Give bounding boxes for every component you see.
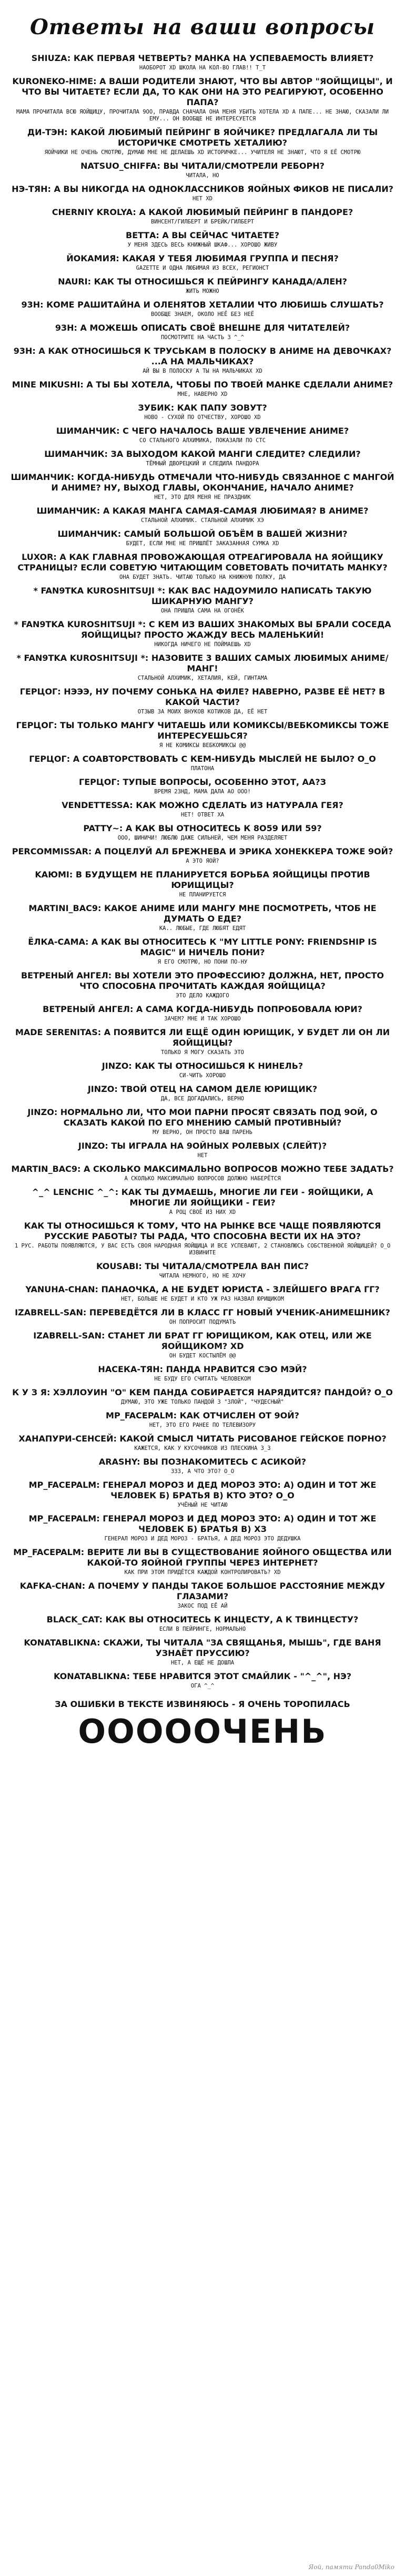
- answer: КА.. ЛЮБЫЕ, ГДЕ ЛЮБЯТ ЕДЯТ: [159, 925, 246, 932]
- question: PERCOMMISSAR: А ПОЦЕЛУЙ АЛ БРЕЖНЕВА И ЭРИКА ХОНЕККЕРА ТОЖЕ 9ОЙ?: [12, 846, 393, 856]
- answer: СТАЛЬНОЙ АЛХИМИК, ХЕТАЛИЯ, КЕЙ, ГИНТАМА: [137, 675, 268, 681]
- question: * FAN9TKA KUROSHITSUJI *: НАЗОВИТЕ 3 ВАШИХ САМЫХ ЛЮБИМЫХ АНИМЕ/МАНГ!: [16, 653, 389, 673]
- answer: НЕТ: [197, 1152, 208, 1159]
- answer: ЗАКОС ПОД ЕЁ АЙ: [177, 1603, 228, 1609]
- qa-item: [11, 653, 394, 682]
- answer: ОН ПОПРОСИТ ПОДУМАТЬ: [169, 1319, 236, 1325]
- qa-list: [11, 53, 394, 1690]
- qa-item: [11, 1410, 394, 1429]
- question: JINZO: НОРМАЛЬНО ЛИ, ЧТО МОИ ПАРНИ ПРОСЯТ СВЯЗАТЬ ПОД 9ОЙ, О СКАЗАТЬ КАКОЙ ПО ЕГО МНЕНИЮ САМЫЙ ПРОТИВНЫЙ?: [27, 1107, 378, 1128]
- question: IZABRELL-SAN: СТАНЕТ ЛИ БРАТ ГГ ЮРИЩИКОМ, КАК ОТЕЦ, ИЛИ ЖЕ ЯОЙЩИКОМ? XD: [33, 1331, 372, 1351]
- answer: СИ-ЧИТЬ ХОРОШО: [179, 1072, 226, 1079]
- question: KURONEKO-HIME: А ВАШИ РОДИТЕЛИ ЗНАЮТ, ЧТО ВЫ АВТОР "ЯОЙЩИЦЫ", И ЧТО ВЫ ЧИТАЕТЕ? ЕСЛИ ДА, ТО КАК ОНИ НА ЭТО РЕАГИРУЮТ, ОСОБЕННО ПАПА?: [12, 76, 393, 107]
- answer: ЧИТАЛА, НО: [186, 172, 219, 179]
- qa-item: [11, 449, 394, 467]
- question: KONATABLIKNA: СКАЖИ, ТЫ ЧИТАЛА "ЗА СВЯЩАНЬЯ, МЫШЬ", ГДЕ ВАНЯ УЗНАЁТ ПРУССИЮ?: [24, 1638, 381, 1658]
- answer: НЕТ, А ЕЩЁ НЕ ДОШЛА: [170, 1660, 235, 1666]
- qa-item: [11, 1141, 394, 1159]
- question: MP_FACEPALM: ГЕНЕРАЛ МОРОЗ И ДЕД МОРОЗ ЭТО: А) ОДИН И ТОТ ЖЕ ЧЕЛОВЕК Б) БРАТЬЯ В) ХЗ: [28, 1514, 377, 1534]
- qa-item: [11, 76, 394, 122]
- question: КАК ТЫ ОТНОСИШЬСЯ К ТОМУ, ЧТО НА РЫНКЕ ВСЕ ЧАЩЕ ПОЯВЛЯЮТСЯ РУССКИЕ РАБОТЫ? ТЫ РАДА, ЧТО СПОСОБНА ВЕСТИ ИХ НА ЭТО?: [24, 1221, 381, 1241]
- answer: У МЕНЯ ЗДЕСЬ ВЕСЬ КНИЖНЫЙ ШКАФ... ХОРОШО ЖИВУ: [127, 242, 278, 248]
- question: MP_FACEPALM: ГЕНЕРАЛ МОРОЗ И ДЕД МОРОЗ ЭТО: А) ОДИН И ТОТ ЖЕ ЧЕЛОВЕК Б) БРАТЬЯ В) КТО ЭТО? О_О: [28, 1480, 377, 1500]
- answer: ООО, ШИНИЧИ! ЛЮБЛЮ ДАЖЕ СИЛЬНЕЙ, ЧЕМ МЕНЯ РАЗДЕЛЯЕТ: [117, 835, 288, 841]
- answer: ЯОЙЧИКИ НЕ ОЧЕНЬ СМОТРЮ, ДУМАЮ МНЕ НЕ ДЕЛАЕШЬ XD ИСТОРИЧКЕ... УЧИТЕЛЯ НЕ ЗНАЮТ, ЧТО Я ЕЁ СМОТРЮ: [44, 149, 361, 156]
- question: KAЮMI: В БУДУЩЕМ НЕ ПЛАНИРУЕТСЯ БОРЬБА ЯОЙЩИЦЫ ПРОТИВ ЮРИЩИЦЫ?: [35, 870, 370, 890]
- answer: НОВО - СУХОЙ ПО ОТЧЕСТВУ, ХОРОШО XD: [144, 414, 261, 421]
- answer: НАОБОРОТ XD ШКОЛА НА КОЛ-ВО ГЛАВ!! Т_Т: [139, 65, 266, 71]
- question: ШИМАНЧИК: ЗА ВЫХОДОМ КАКОЙ МАНГИ СЛЕДИТЕ? СЛЕДИЛИ?: [44, 449, 361, 459]
- qa-item: [11, 1457, 394, 1475]
- answer: МНЕ, НАВЕРНО XD: [177, 391, 228, 397]
- answer: НЕТ, ЭТО ДЛЯ МЕНЯ НЕ ПРАЗДНИК: [154, 494, 251, 500]
- answer: ОТЗЫВ ЗА МОИХ ВНУКОВ КОТИКОВ ДА, ЕЁ НЕТ: [137, 709, 268, 715]
- qa-item: [11, 426, 394, 444]
- answer: КАЖЕТСЯ, КАК У КУСОЧНИКОВ ИЗ ПЛЕСКИНА 3_3: [134, 1445, 271, 1451]
- qa-item: [11, 823, 394, 842]
- qa-item: [11, 903, 394, 932]
- question: ГЕРЦОГ: А СОАВТОРСТВОВАТЬ С КЕМ-НИБУДЬ МЫСЛЕЙ НЕ БЫЛО? О_О: [29, 754, 376, 764]
- answer: Я НЕ КОМИКСЫ ВЕБКОМИКСЫ @@: [159, 742, 246, 749]
- qa-item: [11, 687, 394, 715]
- question: ^_^ LENCHIC ^_^: КАК ТЫ ДУМАЕШЬ, МНОГИЕ ЛИ ГЕИ - ЯОЙЩИКИ, А МНОГИЕ ЛИ ЯОЙЩИКИ - ГЕИ?: [32, 1187, 373, 1208]
- question: ДИ-ТЭН: КАКОЙ ЛЮБИМЫЙ ПЕЙРИНГ В ЯОЙЧИКЕ? ПРЕДЛАГАЛА ЛИ ТЫ ИСТОРИЧКЕ СМОТРЕТЬ ХЕТАЛИЮ?: [27, 127, 378, 148]
- question: НАСЕКА-ТЯН: ПАНДА НРАВИТСЯ СЭО МЭЙ?: [98, 1364, 307, 1374]
- answer: ДА, ВСЕ ДОГАДАЛИСЬ, ВЕРНО: [160, 1096, 245, 1102]
- question: ГЕРЦОГ: ТУПЫЕ ВОПРОСЫ, ОСОБЕННО ЭТОТ, АА?З: [79, 777, 326, 787]
- question: ШИМАНЧИК: КОГДА-НИБУДЬ ОТМЕЧАЛИ ЧТО-НИБУДЬ СВЯЗАННОЕ С МАНГОЙ И АНИМЕ? НУ, ВЫХОД ГЛАВЫ, ОКОНЧАНИЕ, НАЧАЛО АНИМЕ?: [11, 472, 394, 493]
- question: JINZO: ТВОЙ ОТЕЦ НА САМОМ ДЕЛЕ ЮРИЩИК?: [87, 1084, 318, 1094]
- answer: НЕТ! ОТВЕТ ХА: [180, 812, 225, 818]
- question: KONATABLIKNA: ТЕБЕ НРАВИТСЯ ЭТОТ СМАЙЛИК - "^_^", НЭ?: [53, 1671, 352, 1681]
- page: [11, 0, 394, 2576]
- answer: СТАЛЬНОЙ АЛХИМИК. СТАЛЬНОЙ АЛХИМИК ХЭ: [141, 517, 264, 524]
- answer: НИКОГДА НИЧЕГО НЕ ПОЙМАЕШЬ XD: [154, 641, 251, 648]
- qa-item: [11, 1307, 394, 1326]
- qa-item: [11, 970, 394, 999]
- qa-item: [11, 1004, 394, 1023]
- answer: ТОЛЬКО Я МОГУ СКАЗАТЬ ЭТО: [160, 1049, 245, 1056]
- answer: ТЁМНЫЙ ДВОРЕЦКИЙ И СЛЕДИЛА ПАНДОРА: [146, 461, 259, 467]
- answer: СО СТАЛЬНОГО АЛХИМИКА, ПОКАЗАЛИ ПО СТС: [139, 437, 266, 444]
- answer: ЭТО ДЕЛО КАЖДОГО: [176, 993, 229, 999]
- qa-item: [11, 937, 394, 966]
- qa-item: [11, 777, 394, 795]
- footer-note: ЗА ОШИБКИ В ТЕКСТЕ ИЗВИНЯЮСЬ - Я ОЧЕНЬ ТОРОПИЛАСЬ: [55, 1699, 350, 1709]
- question: MP_FACEPALM: ВЕРИТЕ ЛИ ВЫ В СУЩЕСТВОВАНИЕ ЯОЙНОГО ОБЩЕСТВА ИЛИ КАКОЙ-ТО ЯОЙНОЙ ГРУППЫ ЧЕРЕЗ ИНТЕРНЕТ?: [13, 1547, 392, 1568]
- answer: НЕ БУДУ ЕГО СЧИТАТЬ ЧЕЛОВЕКОМ: [154, 1376, 251, 1382]
- question: NAURI: КАК ТЫ ОТНОСИШЬСЯ К ПЕЙРИНГУ КАНАДА/АЛЕН?: [58, 277, 347, 287]
- question: ШИМАНЧИК: А КАКАЯ МАНГА САМАЯ-САМАЯ ЛЮБИМАЯ? В АНИМЕ?: [36, 506, 369, 516]
- qa-item: [11, 1387, 394, 1406]
- qa-item: [11, 586, 394, 615]
- qa-item: [11, 1107, 394, 1136]
- question: MINE MIKUSHI: А ТЫ БЫ ХОТЕЛА, ЧТОБЫ ПО ТВОЕЙ МАНКЕ СДЕЛАЛИ АНИМЕ?: [12, 380, 393, 390]
- qa-item: [11, 552, 394, 581]
- qa-item: [11, 1221, 394, 1256]
- answer: АЙ ВЫ В ПОЛОСКУ А ТЫ НА МАЛЬЧИКАХ XD: [143, 368, 262, 374]
- answer: ВРЕМЯ 23НД, МАМА ДАЛА АО ООО!: [154, 789, 251, 795]
- answer: ОН БУДЕТ КОСТЫЛЁМ @@: [169, 1353, 236, 1359]
- question: НЭ-ТЯН: А ВЫ НИКОГДА НА ОДНОКЛАССНИКОВ ЯОЙНЫХ ФИКОВ НЕ ПИСАЛИ?: [12, 184, 393, 194]
- answer: ОНА ПРИШЛА САМА НА ОГОНЁК: [160, 608, 245, 614]
- question: * FAN9TKA KUROSHITSUJI *: КАК ВАС НАДОУМИЛО НАПИСАТЬ ТАКУЮ ШИКАРНУЮ МАНГУ?: [33, 586, 372, 606]
- question: К У З Я: ХЭЛЛОУИН "О" КЕМ ПАНДА СОБИРАЕТСЯ НАРЯДИТСЯ? ПАНДОЙ? О_О: [12, 1387, 393, 1397]
- answer: 1 РУС. РАБОТЫ ПОЯВЛЯЮТСЯ, У ВАС ЕСТЬ СВОЯ НАРОДНАЯ ЯОЙЩИЦА И ВСЕ УСПЕВАЮТ, 2 СТАНОВЛЮСЬ СОБСТВЕННОЙ ЯОЙЩИЦЕЙ? О_О ИЗВИНИТЕ: [14, 1243, 391, 1256]
- qa-item: [11, 619, 394, 648]
- qa-item: [11, 403, 394, 421]
- answer: ЧИТАЛА НЕМНОГО, НО НЕ ХОЧУ: [159, 1273, 246, 1279]
- qa-item: [11, 529, 394, 547]
- qa-item: [11, 754, 394, 772]
- question: ВЕТТА: А ВЫ СЕЙЧАС ЧИТАЕТЕ?: [126, 230, 279, 240]
- footer-big-word: ОООООЧЕНЬ: [78, 1712, 327, 1751]
- answer: ОНА БУДЕТ ЗНАТЬ. ЧИТАЮ ТОЛЬКО НА КНИЖНУЮ ПОЛКУ, ДА: [119, 574, 286, 580]
- qa-item: [11, 1331, 394, 1359]
- question: ЗУБИК: КАК ПАПУ ЗОВУТ?: [138, 403, 267, 413]
- qa-item: [11, 1671, 394, 1690]
- qa-item: [11, 127, 394, 156]
- question: MADE SERENITAS: А ПОЯВИТСЯ ЛИ ЕЩЁ ОДИН ЮРИЩИК, У БУДЕТ ЛИ ОН ЛИ ЯОЙЩИЦЫ?: [15, 1027, 390, 1048]
- question: YANUHA-CHAN: ПАНАОЧКА, А НЕ БУДЕТ ЮРИСТА - ЗЛЕЙШЕГО ВРАГА ГГ?: [25, 1284, 380, 1294]
- qa-item: [11, 1284, 394, 1303]
- qa-item: [11, 506, 394, 524]
- answer: ЖИТЬ МОЖНО: [186, 288, 219, 294]
- question: ВЕТРЕНЫЙ АНГЕЛ: А САМА КОГДА-НИБУДЬ ПОПРОБОВАЛА ЮРИ?: [43, 1004, 362, 1014]
- question: ХАНАПУРИ-СЕНСЕЙ: КАКОЙ СМЫСЛ ЧИТАТЬ РИСОВАНОЕ ГЕЙСКОЕ ПОРНО?: [18, 1434, 387, 1444]
- qa-item: [11, 800, 394, 819]
- answer: КАК ПРИ ЭТОМ ПРИДЁТСЯ КАЖДОЙ КОНТРОЛИРОВАТЬ? XD: [124, 1569, 281, 1576]
- answer: ЗАЧЕМ? МНЕ И ТАК ХОРОШО: [164, 1016, 241, 1022]
- qa-item: [11, 472, 394, 501]
- question: ШИМАНЧИК: С ЧЕГО НАЧАЛОСЬ ВАШЕ УВЛЕЧЕНИЕ АНИМЕ?: [56, 426, 349, 436]
- qa-item: [11, 323, 394, 341]
- question: PATTY~: А КАК ВЫ ОТНОСИТЕСЬ К 8О59 ИЛИ 59?: [83, 823, 322, 833]
- qa-item: [11, 720, 394, 749]
- qa-item: [11, 1581, 394, 1610]
- qa-item: [11, 1364, 394, 1383]
- question: BLACK_CAT: КАК ВЫ ОТНОСИТЕСЬ К ИНЦЕСТУ, А К ТВИНЦЕСТУ?: [46, 1614, 359, 1624]
- qa-item: [11, 1084, 394, 1102]
- question: ГЕРЦОГ: ТЫ ТОЛЬКО МАНГУ ЧИТАЕШЬ ИЛИ КОМИКСЫ/ВЕБКОМИКСЫ ТОЖЕ ИНТЕРЕСУЕШЬСЯ?: [16, 720, 389, 741]
- answer: А ЭТО ЯОЙ?: [186, 858, 219, 864]
- question: KAFKA-CHAN: А ПОЧЕМУ У ПАНДЫ ТАКОЕ БОЛЬШОЕ РАССТОЯНИЕ МЕЖДУ ГЛАЗАМИ?: [19, 1581, 386, 1601]
- answer: МАМА ПРОЧИТАЛА ВСЮ ЯОЙЩИЦУ, ПРОЧИТАЛА 9ОО, ПРАВДА СНАЧАЛА ОНА МЕНЯ УБИТЬ ХОТЕЛА XD А ПАПЕ... НЕ ЗНАЮ, СКАЗАЛИ ЛИ ЕМУ... ОН ВООБЩЕ НЕ ИНТЕРЕСУЕТСЯ: [16, 109, 389, 122]
- question: LUXOR: А КАК ГЛАВНАЯ ПРОВОЖАЮЩАЯ ОТРЕАГИРОВАЛА НА ЯОЙЩИКУ СТРАНИЦЫ? ЕСЛИ СОВЕТУЮ ЧИТАЮЩИМ СОВЕТОВАТЬ ПОЧИТАТЬ МАНКУ?: [17, 552, 388, 573]
- qa-item: [11, 1261, 394, 1280]
- question: SHIUZA: КАК ПЕРВАЯ ЧЕТВЕРТЬ? МАНКА НА УСПЕВАЕМОСТЬ ВЛИЯЕТ?: [31, 53, 374, 63]
- qa-item: [11, 1514, 394, 1542]
- qa-item: [11, 161, 394, 179]
- qa-item: [11, 253, 394, 272]
- question: NATSUO_CHIFFA: ВЫ ЧИТАЛИ/СМОТРЕЛИ РЕБОРН?: [80, 161, 325, 171]
- answer: НЕТ, ЭТО ЕГО РАНЕЕ ПО ТЕЛЕВИЗОРУ: [149, 1422, 256, 1428]
- qa-item: [11, 300, 394, 318]
- answer: ВООБЩЕ ЗНАЕМ, ОКОЛО НЕЁ БЕЗ НЕЁ: [151, 311, 254, 318]
- answer: НЕ ПЛАНИРУЕТСЯ: [179, 892, 226, 898]
- qa-item: [11, 1480, 394, 1509]
- answer: МУ ВЕРНО, ОН ПРОСТО ВАШ ПАРЕНЬ: [153, 1129, 252, 1136]
- qa-item: [11, 380, 394, 398]
- qa-item: [11, 1614, 394, 1633]
- qa-item: [11, 277, 394, 295]
- answer: ЕСЛИ В ПЕЙРИНГЕ, НОРМАЛЬНО: [159, 1626, 246, 1632]
- question: IZABRELL-SAN: ПЕРЕВЕДЁТСЯ ЛИ В КЛАСС ГГ НОВЫЙ УЧЕНИК-АНИМЕШНИК?: [15, 1307, 390, 1317]
- answer: ВИНСЕНТ/ГИЛБЕРТ И БРЕЙК/ГИЛБЕРТ: [151, 219, 254, 225]
- qa-item: [11, 1547, 394, 1576]
- question: 93Н: А КАК ОТНОСИШЬСЯ К ТРУСЬКАМ В ПОЛОСКУ В АНИМЕ НА ДЕВОЧКАХ? ...А НА МАЛЬЧИКАХ?: [13, 346, 392, 366]
- answer: ПЛАТОНА: [190, 765, 215, 772]
- question: ЁЛКА-САМА: А КАК ВЫ ОТНОСИТЕСЬ К "MY LITTLE PONY: FRIENDSHIP IS MAGIC" И НИЧЕЛЬ ПОНИ?: [28, 937, 377, 957]
- answer: GAZETTE И ОДНА ЛЮБИМАЯ ИЗ ВСЕХ, РЕГИОНСТ: [136, 265, 269, 271]
- question: MP_FACEPALM: КАК ОТЧИСЛЕН ОТ 9ОЙ?: [106, 1410, 299, 1420]
- qa-item: [11, 230, 394, 249]
- qa-item: [11, 1638, 394, 1667]
- answer: ДУМАЮ, ЭТО УЖЕ ТОЛЬКО ПАНДОЙ 3 "ЗЛОЙ", "ЧУДЕСНЫЙ": [121, 1399, 284, 1405]
- answer: УЧЁНЫЙ НЕ ЧИТАЮ: [177, 1502, 228, 1508]
- page-title: Ответы на ваши вопросы: [29, 15, 376, 39]
- question: ЙОКАМИЯ: КАКАЯ У ТЕБЯ ЛЮБИМАЯ ГРУППА И ПЕСНЯ?: [66, 253, 339, 263]
- question: JINZO: КАК ТЫ ОТНОСИШЬСЯ К НИНЕЛЬ?: [102, 1061, 303, 1071]
- qa-item: [11, 846, 394, 865]
- question: * FAN9TKA KUROSHITSUJI *: С КЕМ ИЗ ВАШИХ ЗНАКОМЫХ ВЫ БРАЛИ СОСЕДА ЯОЙЩИЦЫ? ПРОСТО ЖАЖДУ ВЕСЬ МАЛЕНЬКИЙ!: [14, 619, 391, 640]
- answer: НЕТ XD: [193, 196, 212, 202]
- answer: 333, А ЧТО ЭТО? О_О: [170, 1468, 235, 1475]
- answer: НЕТ, БОЛЬШЕ НЕ БУДЕТ И КТО УЖ РАЗ НАЗВАЛ ЮРИЩИКОМ: [121, 1296, 284, 1302]
- answer: А РОЦ СВОЁ ИЗ НИХ XD: [169, 1209, 236, 1215]
- question: CHERNIY KROLYA: А КАКОЙ ЛЮБИМЫЙ ПЕЙРИНГ В ПАНДОРЕ?: [52, 207, 353, 217]
- question: JINZO: ТЫ ИГРАЛА НА 9ОЙНЫХ РОЛЕВЫХ (СЛЕЙТ)?: [78, 1141, 327, 1151]
- answer: БУДЕТ, ЕСЛИ МНЕ НЕ ПРИШЛЁТ ЗАКАЗАННАЯ СУМКА XD: [126, 540, 279, 547]
- question: ARASHY: ВЫ ПОЗНАКОМИТЕСЬ С АСИКОЙ?: [98, 1457, 307, 1467]
- qa-item: [11, 207, 394, 226]
- qa-item: [11, 1061, 394, 1079]
- answer: ПОСМОТРИТЕ НА ЧАСТЬ 3 ^_^: [160, 334, 245, 341]
- qa-item: [11, 1434, 394, 1452]
- question: 93Н: КОМЕ РАШИТАЙНА И ОЛЕНЯТОВ ХЕТАЛИИ ЧТО ЛЮБИШЬ СЛУШАТЬ?: [21, 300, 384, 310]
- question: KOUSABI: ТЫ ЧИТАЛА/СМОТРЕЛА ВАН ПИС?: [96, 1261, 309, 1271]
- qa-item: [11, 346, 394, 375]
- question: VENDETTESSA: КАК МОЖНО СДЕЛАТЬ ИЗ НАТУРАЛА ГЕЯ?: [62, 800, 343, 810]
- question: MARTIN_BAC9: А СКОЛЬКО МАКСИМАЛЬНО ВОПРОСОВ МОЖНО ТЕБЕ ЗАДАТЬ?: [11, 1164, 394, 1174]
- qa-item: [11, 1164, 394, 1182]
- question: 93Н: А МОЖЕШЬ ОПИСАТЬ СВОЁ ВНЕШНЕ ДЛЯ ЧИТАТЕЛЕЙ?: [55, 323, 350, 333]
- answer: ОГА ^_^: [190, 1683, 215, 1689]
- signature: Яой, памяти Panda0Miko: [308, 2563, 394, 2571]
- qa-item: [11, 1187, 394, 1216]
- answer: Я ЕГО СМОТРЮ, НО ПОНИ ПО-НУ: [157, 959, 248, 965]
- question: MARTINI_BAC9: КАКОЕ АНИМЕ ИЛИ МАНГУ МНЕ ПОСМОТРЕТЬ, ЧТОБ НЕ ДУМАТЬ О ЕДЕ?: [28, 903, 377, 924]
- answer: ГЕНЕРАЛ МОРОЗ И ДЕД МОРОЗ - БРАТЬЯ, А ДЕД МОРОЗ ЭТО ДЕДУШКА: [104, 1536, 301, 1542]
- answer: А СКОЛЬКО МАКСИМАЛЬНО ВОПРОСОВ ДОЛЖНО НАБЕРЁТСЯ: [124, 1175, 281, 1182]
- qa-item: [11, 870, 394, 898]
- question: ШИМАНЧИК: САМЫЙ БОЛЬШОЙ ОБЪЁМ В ВАШЕЙ ЖИЗНИ?: [57, 529, 348, 539]
- qa-item: [11, 184, 394, 202]
- qa-item: [11, 1027, 394, 1056]
- question: ВЕТРЕНЫЙ АНГЕЛ: ВЫ ХОТЕЛИ ЭТО ПРОФЕССИЮ? ДОЛЖНА, НЕТ, ПРОСТО ЧТО СПОСОБНА ПРОЧИТАТЬ КАЖДАЯ ЯОЙЩИЦА?: [21, 970, 384, 991]
- qa-item: [11, 53, 394, 71]
- question: ГЕРЦОГ: НЭЭЭ, НУ ПОЧЕМУ СОНЬКА НА ФИЛЕ? НАВЕРНО, РАЗВЕ ЕЁ НЕТ? В КАКОЙ ЧАСТИ?: [19, 687, 386, 707]
